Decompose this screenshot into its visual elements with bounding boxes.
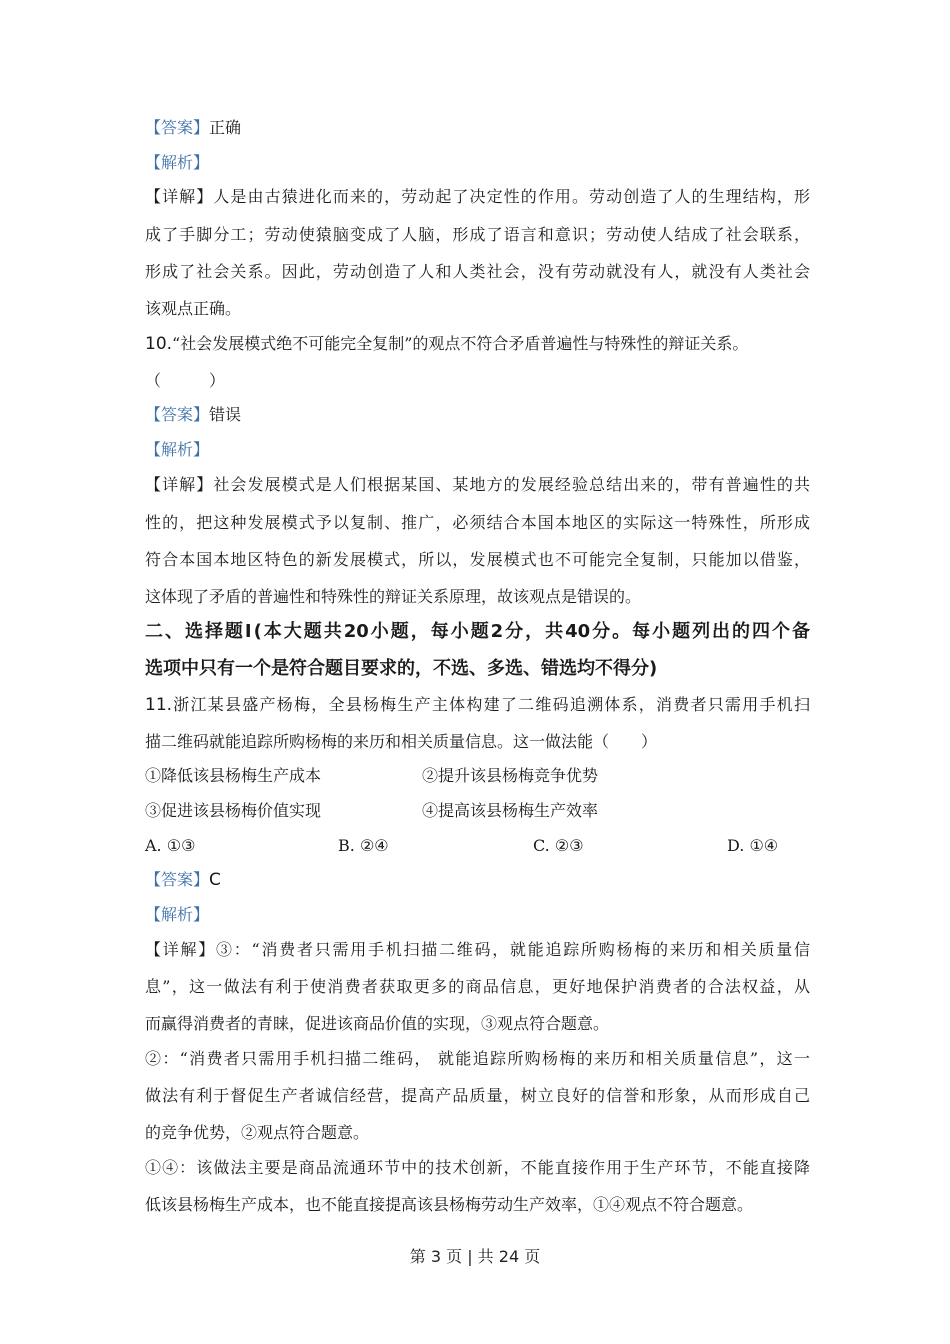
q10-analysis-label: 【解析】 xyxy=(145,440,210,459)
q9-detail-line-2: 成了手脚分工；劳动使猿脑变成了人脑，形成了语言和意识；劳动使人结成了社会联系， xyxy=(145,225,810,244)
option-c: C. ②③ xyxy=(533,836,584,855)
q11-detail-line-2: 息”，这一做法有利于使消费者获取更多的商品信息，更好地保护消费者的合法权益，从 xyxy=(145,977,810,996)
q10-detail-line-4: 这体现了矛盾的普遍性和特殊性的辩证关系原理，故该观点是错误的。 xyxy=(145,587,642,606)
q9-detail-line-3: 形成了社会关系。因此，劳动创造了人和人类社会，没有劳动就没有人，就没有人类社会 xyxy=(145,262,810,281)
q11-stem-line-2: 描二维码就能追踪所购杨梅的来历和相关质量信息。这一做法能（ ） xyxy=(145,732,658,751)
option-d: D. ①④ xyxy=(727,836,779,855)
answer-value: C xyxy=(209,870,221,890)
q9-detail-line-1: 【详解】人是由古猿进化而来的，劳动起了决定性的作用。劳动创造了人的生理结构，形 xyxy=(145,187,810,206)
q11-detail-line-3: 而赢得消费者的青睐，促进该商品价值的实现，③观点符合题意。 xyxy=(145,1014,610,1033)
answer-label: 【答案】 xyxy=(145,118,210,137)
q10-stem: 10.“社会发展模式绝不可能完全复制”的观点不符合矛盾普遍性与特殊性的辩证关系。 xyxy=(145,334,749,354)
question-number: 11. xyxy=(145,695,173,715)
question-number: 10. xyxy=(145,334,173,354)
q11-analysis-label: 【解析】 xyxy=(145,905,210,924)
detail-label: 【详解】 xyxy=(145,475,214,494)
q10-bracket: （ ） xyxy=(145,371,226,390)
page-footer: 第 3 页 | 共 24 页 xyxy=(409,1247,541,1266)
statement-4: ④提高该县杨梅生产效率 xyxy=(422,801,599,820)
option-b: B. ②④ xyxy=(338,836,389,855)
detail-label: 【详解】 xyxy=(145,940,217,959)
q11-detail-line-8: 低该县杨梅生产成本，也不能直接提高该县杨梅劳动生产效率，①④观点不符合题意。 xyxy=(145,1195,754,1214)
q9-answer-line xyxy=(145,118,241,138)
statement-2: ②提升该县杨梅竞争优势 xyxy=(422,766,599,785)
statement-3: ③促进该县杨梅价值实现 xyxy=(145,801,322,820)
q11-detail-line-4: ②：“消费者只需用手机扫描二维码， 就能追踪所购杨梅的来历和相关质量信息”，这一 xyxy=(145,1049,810,1068)
q10-answer-line xyxy=(145,405,241,425)
answer-value: 正确 xyxy=(209,118,242,137)
detail-label: 【详解】 xyxy=(145,187,214,206)
section-heading-line-2: 选项中只有一个是符合题目要求的，不选、多选、错选均不得分) xyxy=(145,658,658,679)
answer-label: 【答案】 xyxy=(145,405,210,424)
option-a: A. ①③ xyxy=(145,836,196,855)
q10-detail-line-3: 符合本国本地区特色的新发展模式，所以，发展模式也不可能完全复制，只能加以借鉴， xyxy=(145,550,810,569)
q11-answer-line xyxy=(145,870,221,890)
q11-detail-line-7: ①④：该做法主要是商品流通环节中的技术创新，不能直接作用于生产环节，不能直接降 xyxy=(145,1158,810,1177)
q11-detail-line-5: 做法有利于督促生产者诚信经营，提高产品质量，树立良好的信誉和形象，从而形成自己 xyxy=(145,1086,810,1105)
answer-label: 【答案】 xyxy=(145,870,210,889)
q9-detail-line-4: 该观点正确。 xyxy=(145,299,242,318)
q11-detail-line-6: 的竞争优势，②观点符合题意。 xyxy=(145,1123,370,1142)
q9-analysis-label: 【解析】 xyxy=(145,153,210,172)
q11-stem-line-1: 11.浙江某县盛产杨梅，全县杨梅生产主体构建了二维码追溯体系，消费者只需用手机扫 xyxy=(145,695,810,715)
q11-detail-line-1: 【详解】③：“消费者只需用手机扫描二维码，就能追踪所购杨梅的来历和相关质量信 xyxy=(145,940,810,959)
q10-detail-line-1: 【详解】社会发展模式是人们根据某国、某地方的发展经验总结出来的，带有普遍性的共 xyxy=(145,475,810,494)
section-heading-line-1: 二、选择题Ⅰ(本大题共20小题，每小题2分，共40分。每小题列出的四个备 xyxy=(145,621,810,642)
q10-detail-line-2: 性的，把这种发展模式予以复制、推广，必须结合本国本地区的实际这一特殊性，所形成 xyxy=(145,513,810,532)
answer-value: 错误 xyxy=(209,405,242,424)
statement-1: ①降低该县杨梅生产成本 xyxy=(145,766,322,785)
